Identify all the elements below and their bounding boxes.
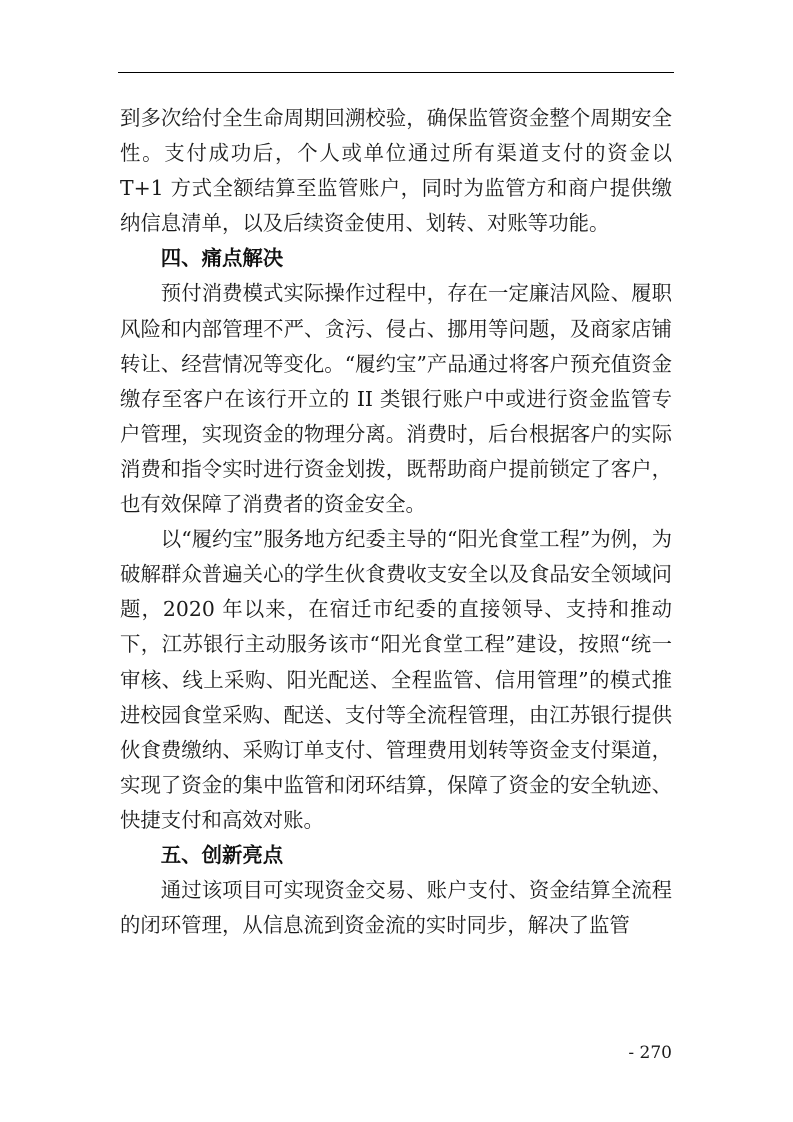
header-rule (118, 72, 674, 73)
section-heading-pain-points: 四、痛点解决 (160, 246, 284, 271)
paragraph-continued: 到多次给付全生命周期回溯校验，确保监管资金整个周期安全性。支付成功后，个人或单位通过所有渠道支付的资金以T+1 方式全额结算至监管账户，同时为监管方和商户提供缴纳信息清单，以及后续资金使用、划转、对账等功能。 (120, 106, 672, 236)
paragraph-innovation: 通过该项目可实现资金交易、账户支付、资金结算全流程的闭环管理，从信息流到资金流的实时同步，解决了监管 (120, 878, 672, 938)
body-text (120, 101, 672, 943)
section-heading-innovation: 五、创新亮点 (160, 842, 284, 867)
paragraph-example: 以“履约宝”服务地方纪委主导的“阳光食堂工程”为例，为破解群众普遍关心的学生伙食费收支安全以及食品安全领域问题，2020 年以来，在宿迁市纪委的直接领导、支持和推动下，江苏银行主动服务该市“阳光食堂工程”建设，按照“统一审核、线上采购、阳光配送、全程监管、信用管理”的模式推进校园食堂采购、配送、支付等全流程管理，由江苏银行提供伙食费缴纳、采购订单支付、管理费用划转等资金支付渠道，实现了资金的集中监管和闭环结算，保障了资金的安全轨迹、快捷支付和高效对账。 (120, 527, 672, 832)
page-number: - 270 (628, 1043, 672, 1063)
paragraph-pain-points: 预付消费模式实际操作过程中，存在一定廉洁风险、履职风险和内部管理不严、贪污、侵占、挪用等问题，及商家店铺转让、经营情况等变化。“履约宝”产品通过将客户预充值资金缴存至客户在该行开立的 II 类银行账户中或进行资金监管专户管理，实现资金的物理分离。消费时，后台根据客户的实际消费和指令实时进行资金划拨，既帮助商户提前锁定了客户，也有效保障了消费者的资金安全。 (120, 281, 672, 517)
